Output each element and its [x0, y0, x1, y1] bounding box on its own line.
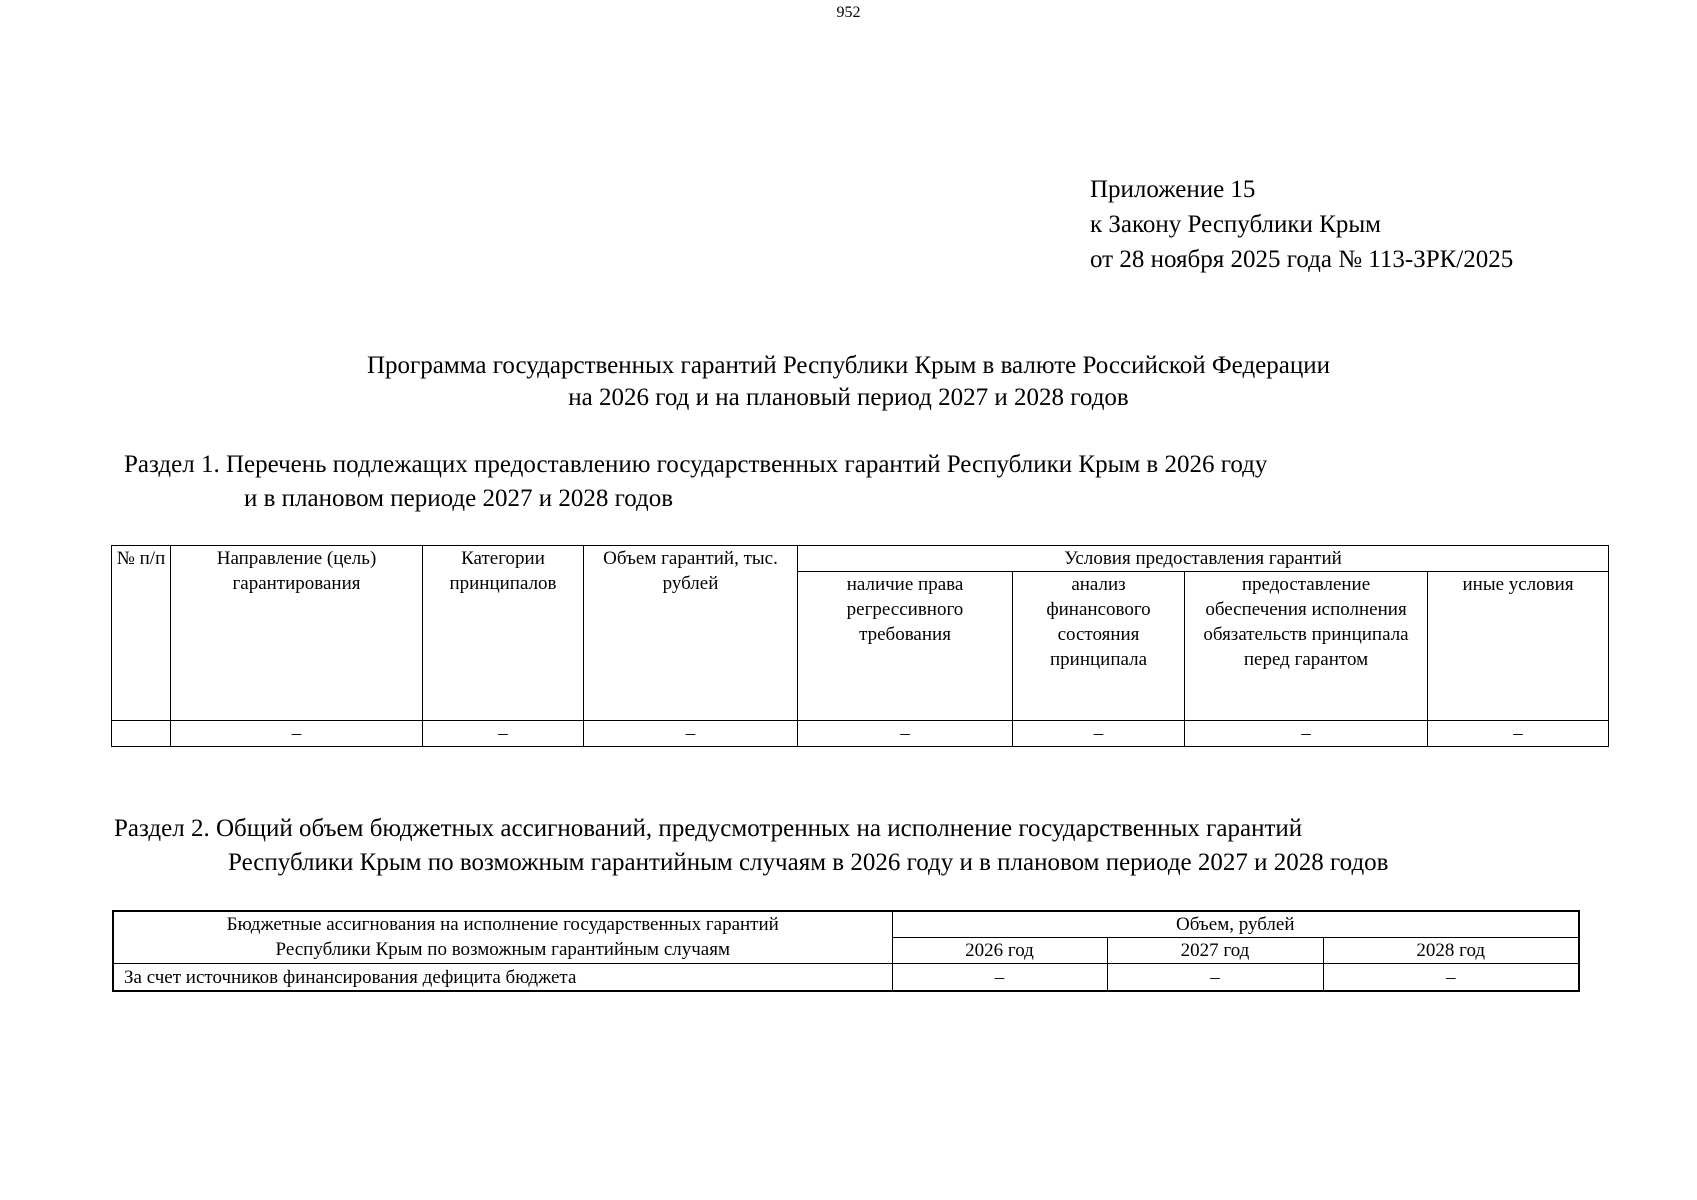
- appendix-line-3: от 28 ноября 2025 года № 113-ЗРК/2025: [1090, 246, 1514, 273]
- document-title: [0, 350, 1697, 414]
- header-allocations-line-2: Республики Крым по возможным гарантийным случаям: [275, 939, 730, 960]
- cell-other: –: [1428, 721, 1609, 747]
- header-allocations-line-1: Бюджетные ассигнования на исполнение государственных гарантий: [226, 914, 779, 935]
- cell-num: [112, 721, 171, 747]
- guarantees-list-table: [111, 545, 1609, 747]
- appendix-reference: [1090, 172, 1513, 277]
- header-num: № п/п: [112, 546, 171, 721]
- cell-source-label: За счет источников финансирования дефицита бюджета: [113, 964, 892, 992]
- section-1-heading: [124, 448, 1267, 516]
- header-categories: Категории принципалов: [423, 546, 584, 721]
- subheader-security: предоставление обеспечения исполнения обязательств принципала перед гарантом: [1185, 572, 1428, 721]
- cell-security: –: [1185, 721, 1428, 747]
- subheader-other: иные условия: [1428, 572, 1609, 721]
- header-volume-rub: Объем, рублей: [892, 911, 1579, 938]
- table-row: [113, 964, 1579, 992]
- cell-categories: –: [423, 721, 584, 747]
- budget-allocations-table: [112, 910, 1580, 992]
- cell-analysis: –: [1013, 721, 1185, 747]
- table-header-row: [112, 546, 1609, 572]
- header-year-2028: 2028 год: [1323, 938, 1579, 964]
- cell-2027: –: [1107, 964, 1323, 992]
- cell-regress: –: [798, 721, 1013, 747]
- appendix-line-2: к Закону Республики Крым: [1090, 211, 1381, 238]
- header-allocations: [113, 911, 892, 964]
- cell-2028: –: [1323, 964, 1579, 992]
- cell-volume: –: [584, 721, 798, 747]
- header-year-2027: 2027 год: [1107, 938, 1323, 964]
- document-title-line-2: на 2026 год и на плановый период 2027 и 2028 годов: [568, 384, 1129, 411]
- section-1-heading-line-2: и в плановом периоде 2027 и 2028 годов: [244, 485, 674, 512]
- appendix-line-1: Приложение 15: [1090, 176, 1256, 203]
- header-volume: Объем гарантий, тыс. рублей: [584, 546, 798, 721]
- table-row: [112, 721, 1609, 747]
- cell-direction: –: [171, 721, 423, 747]
- cell-2026: –: [892, 964, 1107, 992]
- header-direction: Направление (цель) гарантирования: [171, 546, 423, 721]
- header-year-2026: 2026 год: [892, 938, 1107, 964]
- section-2-heading-line-1: Раздел 2. Общий объем бюджетных ассигнований, предусмотренных на исполнение государственных гарантий: [114, 815, 1303, 842]
- document-title-line-1: Программа государственных гарантий Республики Крым в валюте Российской Федерации: [367, 352, 1330, 379]
- table-header-row: [113, 911, 1579, 938]
- header-conditions: Условия предоставления гарантий: [798, 546, 1609, 572]
- section-1-heading-line-1: Раздел 1. Перечень подлежащих предоставлению государственных гарантий Республики Крым в 2026 году: [124, 451, 1268, 478]
- section-2-heading: [114, 812, 1388, 880]
- subheader-regress: наличие права регрессивного требования: [798, 572, 1013, 721]
- section-2-heading-line-2: Республики Крым по возможным гарантийным случаям в 2026 году и в плановом периоде 2027 и 2028 годов: [228, 849, 1389, 876]
- subheader-analysis: анализ финансового состояния принципала: [1013, 572, 1185, 721]
- page-number: 952: [836, 4, 861, 21]
